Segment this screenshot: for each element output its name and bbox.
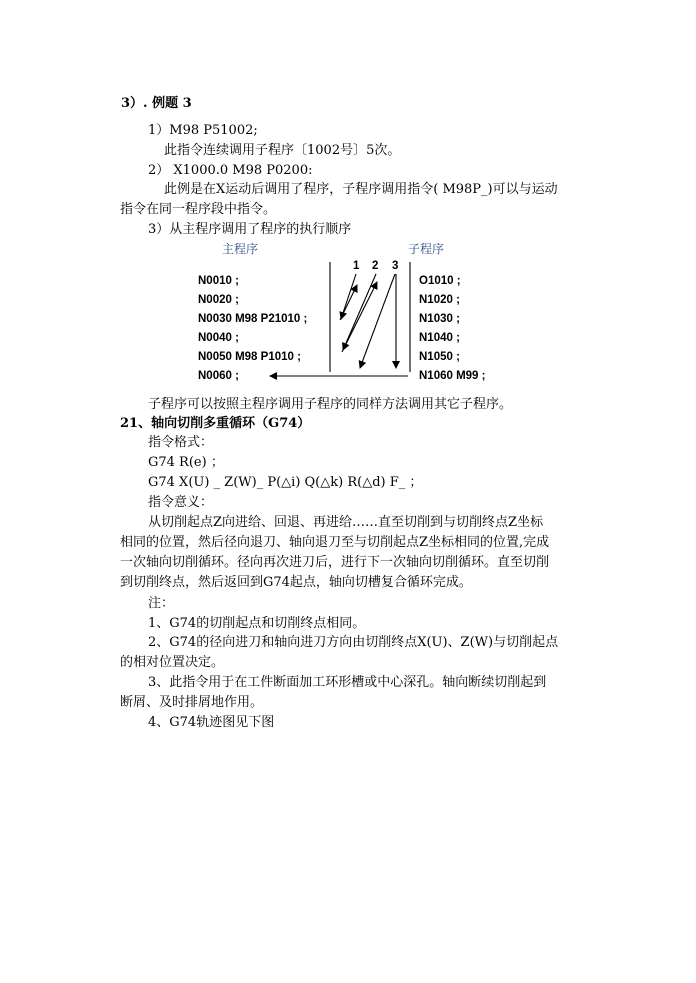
- arrow-number-3: 3: [392, 260, 399, 272]
- note-3: 3、此指令用于在工件断面加工环形槽或中心深孔。轴向断续切削起到: [148, 675, 547, 690]
- main-program-label: 主程序: [222, 242, 259, 256]
- item-3: 3）从主程序调用了程序的执行顺序: [148, 222, 352, 237]
- after-diagram-text: 子程序可以按照主程序调用子程序的同样方法调用其它子程序。: [148, 397, 513, 412]
- section-title: 21、轴向切削多重循环（G74）: [120, 416, 311, 431]
- note-3-cont: 断屑、及时排屑地作用。: [120, 695, 264, 710]
- arrow-1-call: [340, 285, 357, 320]
- note-2-cont: 的相对位置决定。: [120, 655, 225, 670]
- main-line-1: N0010 ;: [198, 275, 239, 287]
- meaning-line-1: 从切削起点Z向进给、回退、再进给……直至切削到与切削终点Z坐标: [148, 515, 544, 530]
- item-1-desc: 此指令连续调用子程序〔1002号〕5次。: [164, 143, 401, 158]
- note-2: 2、G74的径向进刀和轴向进刀方向由切削终点X(U)、Z(W)与切削起点: [148, 635, 559, 650]
- main-line-2: N0020 ;: [198, 294, 239, 306]
- meaning-label: 指令意义：: [148, 495, 214, 510]
- sub-line-5: N1050 ;: [419, 351, 460, 363]
- item-2-desc-a: 此例是在X运动后调用了程序，子程序调用指令( M98P_)可以与运动: [164, 182, 558, 197]
- arrow-number-1: 1: [353, 260, 360, 272]
- note-4: 4、G74轨迹图见下图: [148, 715, 275, 730]
- note-1: 1、G74的切削起点和切削终点相同。: [148, 616, 366, 631]
- item-2: 2） X1000.0 M98 P0200:: [148, 163, 313, 178]
- item-2-desc-b: 指令在同一程序段中指令。: [120, 202, 277, 217]
- notes-label: 注：: [148, 596, 175, 611]
- arrow-3-return: [360, 274, 395, 368]
- main-line-3: N0030 M98 P21010 ;: [198, 313, 308, 325]
- sub-line-4: N1040 ;: [419, 332, 460, 344]
- format-label: 指令格式：: [148, 435, 214, 450]
- sub-line-2: N1020 ;: [419, 294, 460, 306]
- sub-line-3: N1030 ;: [419, 313, 460, 325]
- main-line-5: N0050 M98 P1010 ;: [198, 351, 301, 363]
- main-line-6: N0060 ;: [198, 370, 239, 382]
- sub-program-label: 子程序: [408, 242, 445, 256]
- item-1: 1）M98 P51002;: [148, 123, 258, 138]
- format-line-2: G74 X(U) _ Z(W)_ P(△i) Q(△k) R(△d) F_ ；: [148, 475, 423, 490]
- example-heading: 3）. 例题 3: [121, 96, 192, 111]
- sub-line-1: O1010 ;: [419, 275, 461, 287]
- meaning-line-2: 相同的位置，然后径向退刀、轴向退刀至与切削起点Z坐标相同的位置,完成: [120, 535, 550, 550]
- arrow-number-2: 2: [372, 260, 379, 272]
- meaning-line-3: 一次轴向切削循环。径向再次进刀后，进行下一次轴向切削循环。直至切削: [120, 555, 550, 570]
- arrow-2-call: [342, 282, 377, 352]
- sub-line-6: N1060 M99 ;: [419, 370, 486, 382]
- meaning-line-4: 到切削终点，然后返回到G74起点，轴向切槽复合循环完成。: [120, 575, 472, 590]
- main-line-4: N0040 ;: [198, 332, 239, 344]
- format-line-1: G74 R(e) ；: [148, 455, 224, 470]
